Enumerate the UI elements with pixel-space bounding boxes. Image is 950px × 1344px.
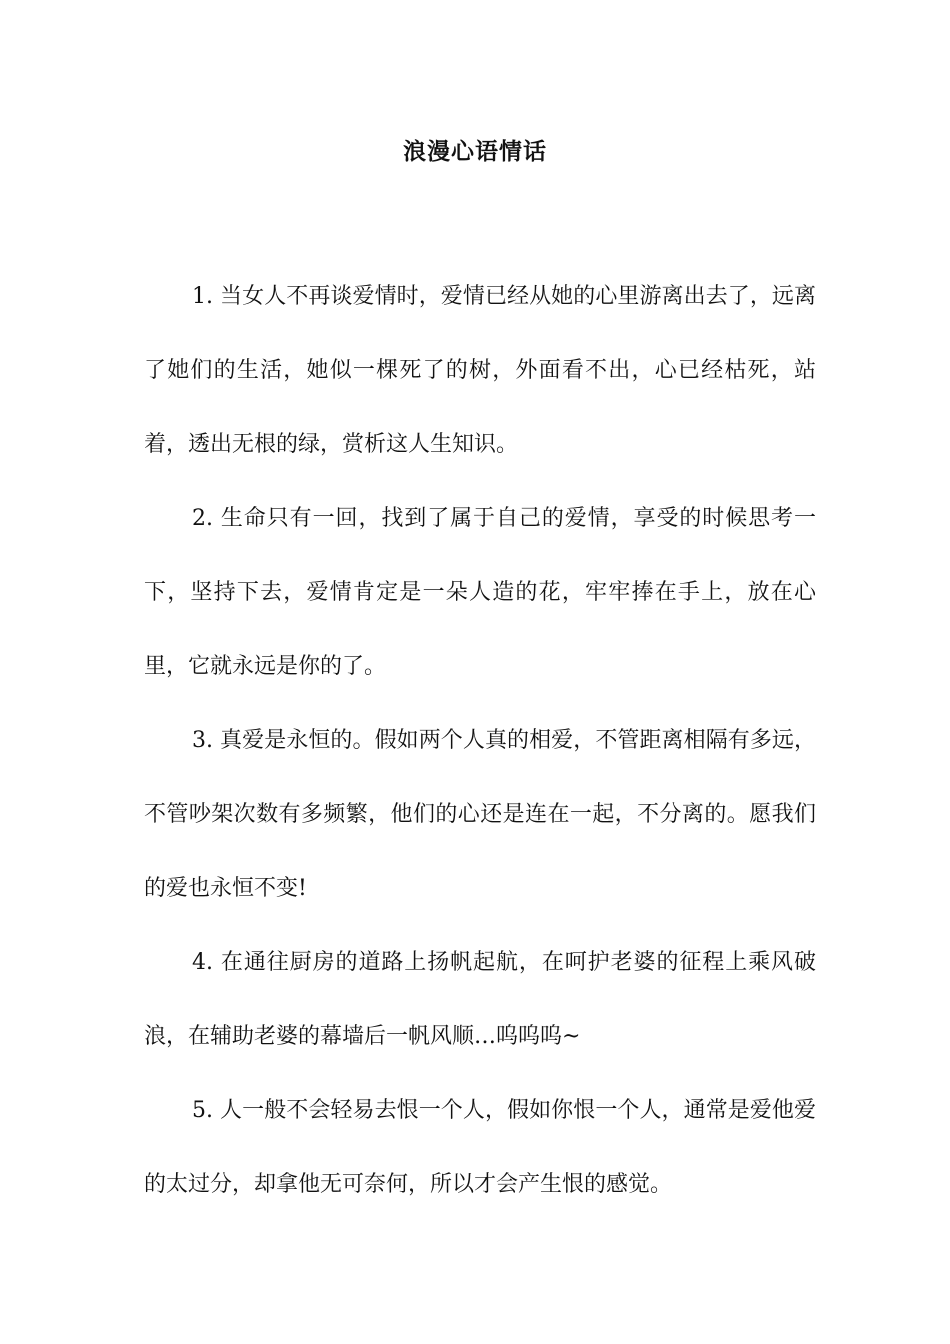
document-title: 浪漫心语情话 <box>403 139 547 165</box>
paragraph-4: 4. 在通往厨房的道路上扬帆起航，在呵护老婆的征程上乘风破浪，在辅助老婆的幕墙后一帆风顺…呜呜呜~ <box>144 950 816 1049</box>
paragraph-5: 5. 人一般不会轻易去恨一个人，假如你恨一个人，通常是爱他爱的太过分，却拿他无可奈何，所以才会产生恨的感觉。 <box>144 1098 816 1197</box>
document-body <box>144 260 816 1222</box>
paragraph-3: 3. 真爱是永恒的。假如两个人真的相爱，不管距离相隔有多远，不管吵架次数有多频繁，他们的心还是连在一起，不分离的。愿我们的爱也永恒不变! <box>144 728 816 901</box>
paragraph-2: 2. 生命只有一回，找到了属于自己的爱情，享受的时候思考一下，坚持下去，爱情肯定是一朵人造的花，牢牢捧在手上，放在心里，它就永远是你的了。 <box>144 506 816 679</box>
paragraph-1: 1. 当女人不再谈爱情时，爱情已经从她的心里游离出去了，远离了她们的生活，她似一棵死了的树，外面看不出，心已经枯死，站着，透出无根的绿，赏析这人生知识。 <box>144 284 816 457</box>
